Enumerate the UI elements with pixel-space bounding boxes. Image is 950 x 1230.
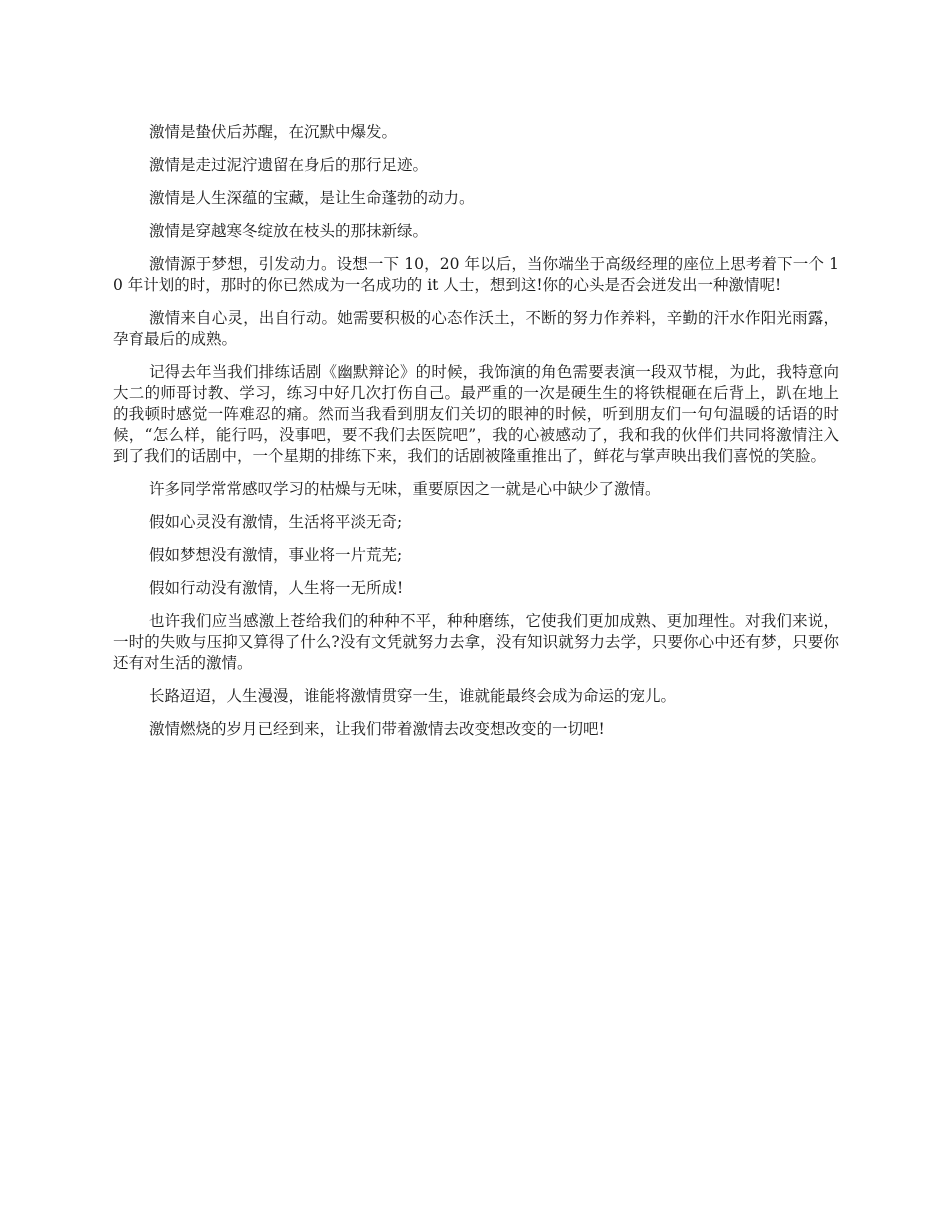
paragraph: 长路迢迢，人生漫漫，谁能将激情贯穿一生，谁就能最终会成为命运的宠儿。: [149, 687, 677, 705]
document-body: [113, 122, 839, 752]
paragraph: 激情是人生深蕴的宝藏，是让生命蓬勃的动力。: [149, 189, 475, 207]
paragraph: 记得去年当我们排练话剧《幽默辩论》的时候，我饰演的角色需要表演一段双节棍，为此，我特意向大二的师哥讨教、学习，练习中好几次打伤自己。最严重的一次是硬生生的将铁棍砸在后背上，趴在地上的我顿时感觉一阵难忍的痛。然而当我看到朋友们关切的眼神的时候，听到朋友们一句句温暖的话语的时候，“怎么样，能行吗，没事吧，要不我们去医院吧”，我的心被感动了，我和我的伙伴们共同将激情注入到了我们的话剧中，一个星期的排练下来，我们的话剧被隆重推出了，鲜花与掌声映出我们喜悦的笑脸。: [113, 363, 839, 465]
paragraph: 假如梦想没有激情，事业将一片荒芜;: [149, 546, 403, 564]
paragraph: 假如行动没有激情，人生将一无所成!: [149, 579, 404, 597]
paragraph: 许多同学常常感叹学习的枯燥与无味，重要原因之一就是心中缺少了激情。: [149, 480, 661, 498]
paragraph: 激情是走过泥泞遗留在身后的那行足迹。: [149, 156, 429, 174]
paragraph: 也许我们应当感激上苍给我们的种种不平，种种磨练，它使我们更加成熟、更加理性。对我们来说，一时的失败与压抑又算得了什么?没有文凭就努力去拿，没有知识就努力去学，只要你心中还有梦，只要你还有对生活的激情。: [113, 612, 839, 672]
paragraph: 假如心灵没有激情，生活将平淡无奇;: [149, 513, 403, 531]
paragraph: 激情源于梦想，引发动力。设想一下 10，20 年以后，当你端坐于高级经理的座位上思考着下一个 10 年计划的时，那时的你已然成为一名成功的 it 人士，想到这!你的心头是否会迸发出一种激情呢!: [113, 255, 839, 294]
paragraph: 激情是蛰伏后苏醒，在沉默中爆发。: [149, 123, 398, 141]
paragraph: 激情来自心灵，出自行动。她需要积极的心态作沃土，不断的努力作养料，辛勤的汗水作阳光雨露，孕育最后的成熟。: [113, 309, 839, 348]
paragraph: 激情是穿越寒冬绽放在枝头的那抹新绿。: [149, 222, 429, 240]
paragraph: 激情燃烧的岁月已经到来，让我们带着激情去改变想改变的一切吧!: [149, 720, 605, 738]
